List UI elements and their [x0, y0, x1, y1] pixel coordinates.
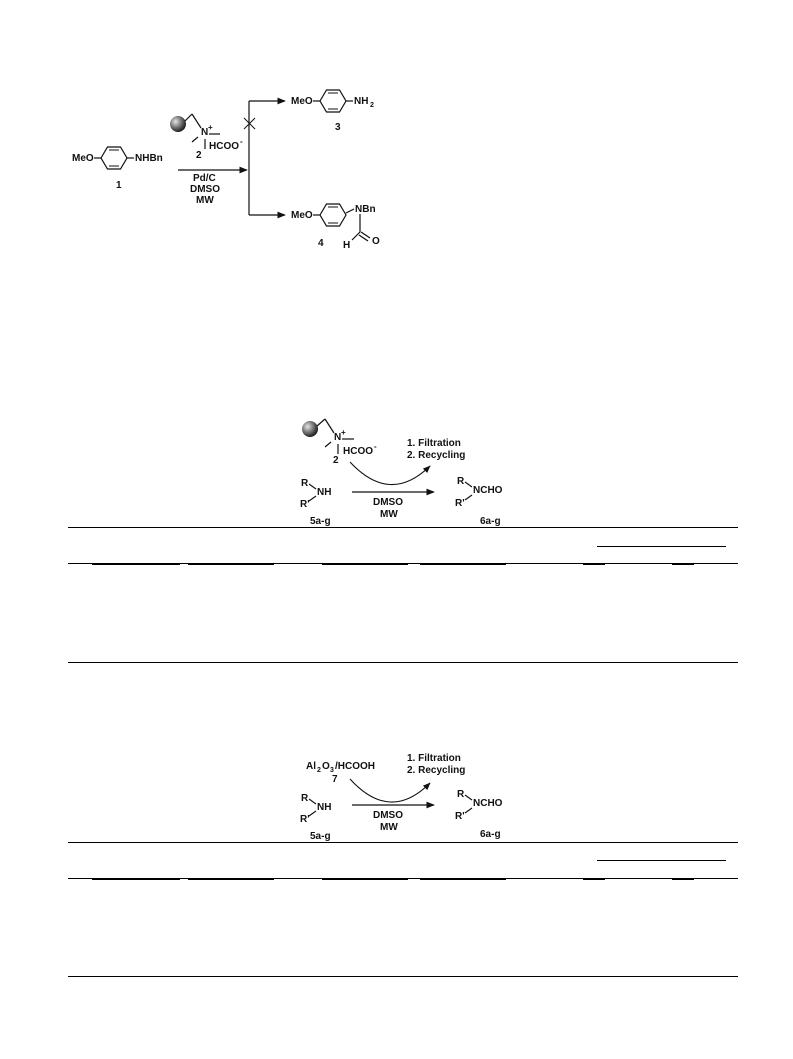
substrate-label: 5a-g — [310, 831, 331, 842]
reagent-2-number: 2 — [333, 455, 339, 466]
reagent-7-acid: /HCOOH — [335, 761, 375, 772]
solvent-label: DMSO — [190, 184, 220, 195]
table-1-col-rule-4 — [420, 564, 506, 565]
product-4-number: 4 — [318, 238, 324, 249]
table-1-col-rule-6 — [672, 564, 694, 565]
table-2-col-rule-1 — [92, 879, 180, 880]
reagent-7 — [306, 761, 375, 785]
catalyst-label: Pd/C — [193, 173, 216, 184]
product-3 — [291, 90, 374, 133]
product-label: 6a-g — [480, 516, 501, 527]
reagent-2-anion-charge: - — [374, 442, 377, 451]
product-3-amine: NH — [354, 96, 369, 107]
table-1-col-rule-3 — [322, 564, 408, 565]
product-4-amine: NBn — [355, 204, 376, 215]
reagent-7-al-subscript: 2 — [317, 767, 321, 774]
table-2-col-rule-3 — [322, 879, 408, 880]
substrate-nh: NH — [317, 802, 332, 813]
substrate-r: R — [301, 793, 309, 804]
scheme-2 — [0, 410, 793, 530]
product-r: R — [457, 789, 465, 800]
table-2-bottom-rule — [68, 976, 738, 977]
table-2-col-rule-4 — [420, 879, 506, 880]
product-r: R — [457, 476, 465, 487]
substrate-r-prime: R' — [300, 814, 310, 825]
reagent-2-cation: N — [334, 432, 342, 443]
table-2-col-rule-2 — [188, 879, 274, 880]
product-r-prime: R' — [455, 498, 465, 509]
product-6 — [455, 476, 503, 527]
reactant-1-amine: NHBn — [135, 153, 163, 164]
reagent-7-o-subscript: 3 — [330, 767, 334, 774]
substrate-r: R — [301, 478, 309, 489]
product-4-methoxy: MeO — [291, 210, 313, 221]
product-4-hydrogen: H — [343, 240, 351, 251]
reactant-1 — [72, 147, 163, 191]
table-1-top-rule — [68, 527, 738, 528]
table-2-col-rule-6 — [672, 879, 694, 880]
table-1-col-rule-2 — [188, 564, 274, 565]
table-1-col-rule-5 — [583, 564, 605, 565]
polymer-bead-icon — [170, 116, 186, 132]
product-3-amine-subscript: 2 — [370, 102, 374, 109]
recycling-curved-arrow — [350, 462, 430, 485]
reagent-2 — [302, 419, 377, 466]
step-2-label: 2. Recycling — [407, 765, 466, 776]
reactant-1-number: 1 — [116, 180, 122, 191]
scheme-1 — [0, 0, 793, 270]
product-3-number: 3 — [335, 122, 341, 133]
product-4 — [291, 204, 380, 251]
table-1-header-group-rule — [597, 546, 726, 547]
reagent-2-anion-charge: - — [240, 137, 243, 146]
scheme-3 — [0, 745, 793, 845]
product-4-oxygen: O — [372, 236, 380, 247]
reactant-1-methoxy: MeO — [72, 153, 94, 164]
recycling-curved-arrow — [350, 779, 430, 802]
polymer-bead-icon — [302, 421, 318, 437]
reagent-2 — [170, 114, 243, 161]
reagent-2-anion: HCOO — [343, 446, 373, 457]
product-ncho: NCHO — [473, 798, 503, 809]
step-2-label: 2. Recycling — [407, 450, 466, 461]
reagent-7-number: 7 — [332, 774, 338, 785]
conditions-label: MW — [196, 195, 214, 206]
reagent-2-number: 2 — [196, 150, 202, 161]
conditions-label: MW — [380, 822, 398, 833]
product-r-prime: R' — [455, 811, 465, 822]
product-6 — [455, 789, 503, 840]
step-1-label: 1. Filtration — [407, 753, 461, 764]
substrate-r-prime: R' — [300, 499, 310, 510]
reagent-7-o: O — [322, 761, 330, 772]
conditions-label: MW — [380, 509, 398, 520]
substrate-5 — [300, 793, 331, 842]
reagent-2-charge: + — [208, 123, 213, 132]
solvent-label: DMSO — [373, 810, 403, 821]
substrate-nh: NH — [317, 487, 332, 498]
product-label: 6a-g — [480, 829, 501, 840]
reagent-2-anion: HCOO — [209, 141, 239, 152]
substrate-label: 5a-g — [310, 516, 331, 527]
reagent-2-cation: N — [201, 127, 209, 138]
table-2-top-rule — [68, 842, 738, 843]
table-1-col-rule-1 — [92, 564, 180, 565]
substrate-5 — [300, 478, 331, 527]
product-ncho: NCHO — [473, 485, 503, 496]
table-1-bottom-rule — [68, 662, 738, 663]
product-3-methoxy: MeO — [291, 96, 313, 107]
reagent-7-al: Al — [306, 761, 316, 772]
step-1-label: 1. Filtration — [407, 438, 461, 449]
table-2-col-rule-5 — [583, 879, 605, 880]
table-2-header-group-rule — [597, 860, 726, 861]
reagent-2-charge: + — [341, 428, 346, 437]
solvent-label: DMSO — [373, 497, 403, 508]
